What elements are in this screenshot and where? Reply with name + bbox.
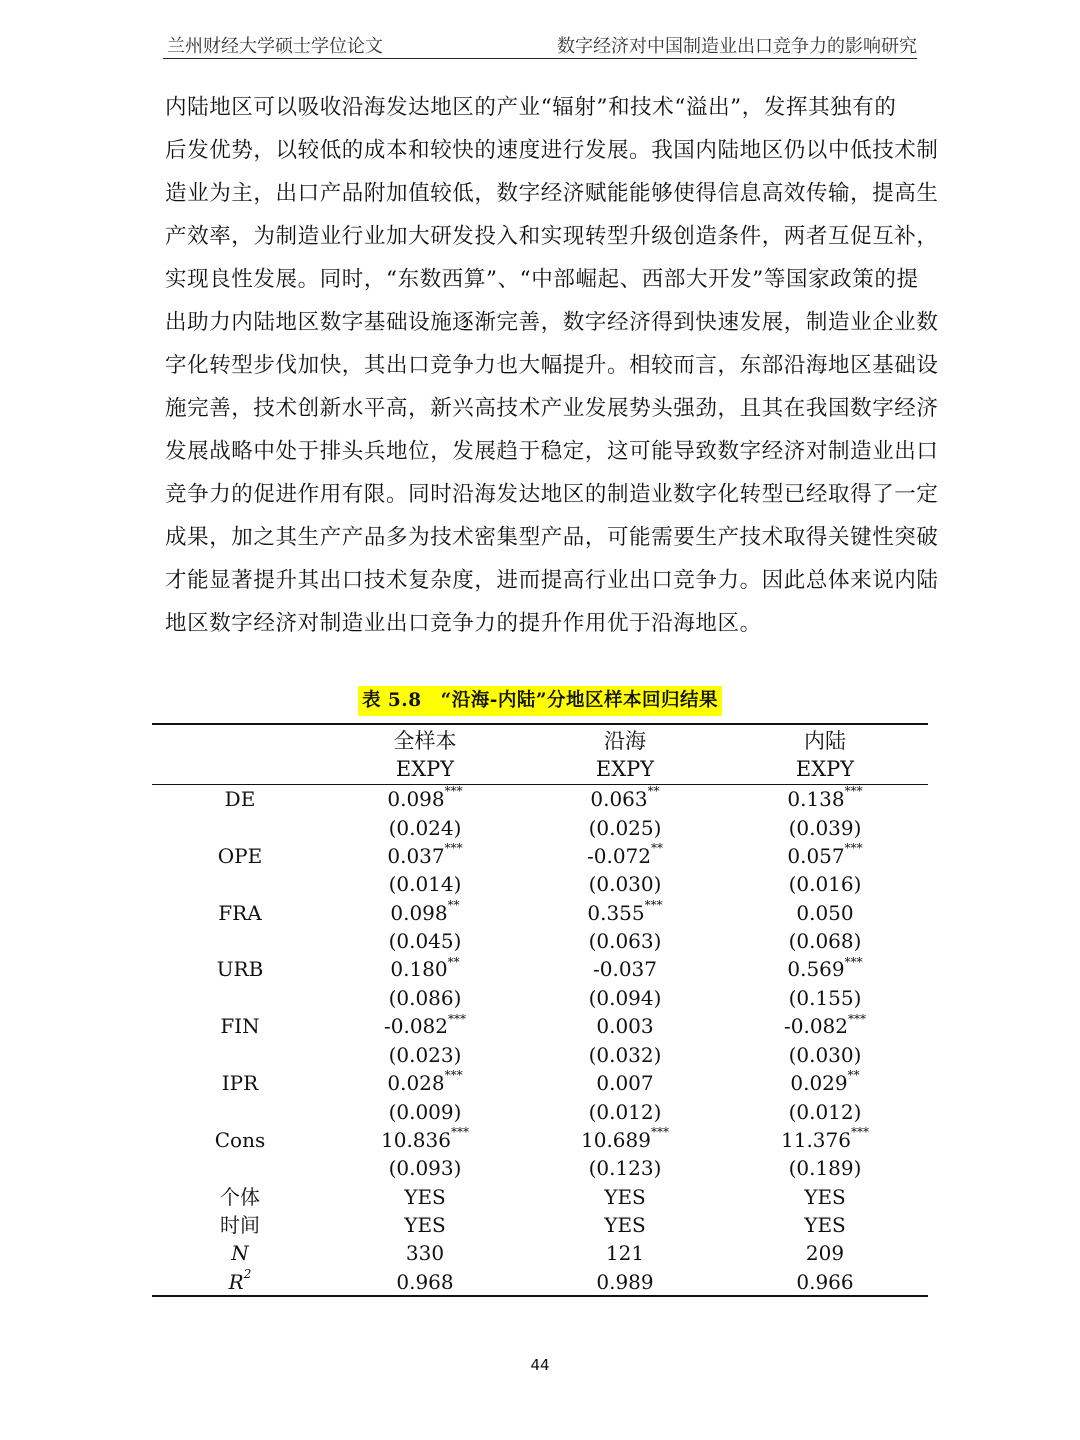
footer-value-text: 121 [605,1241,645,1266]
coefficient-text: -0.082 [383,1014,448,1039]
coefficient [545,1012,705,1040]
table-bottom-rule [152,1295,928,1297]
standard-error [745,1041,905,1069]
standard-error [545,984,705,1012]
row-label [180,1126,300,1154]
footer-value [345,1268,505,1296]
coefficient-text: 0.063 [590,787,648,811]
body-line: 施完善，技术创新水平高，新兴高技术产业发展势头强劲，且其在我国数字经济 [165,396,939,421]
standard-error [345,927,505,955]
row-label-text: FRA [218,900,262,925]
standard-error-text: (0.189) [788,1156,862,1181]
coefficient [345,842,505,870]
column-header [545,727,705,755]
footer-value-text: 330 [405,1241,445,1266]
row-label [180,955,300,983]
coefficient-text: -0.082 [783,1014,848,1039]
footer-value-text: YES [604,1184,646,1209]
coefficient-text: 0.028 [387,1071,445,1095]
coefficient-text: 0.037 [387,843,445,868]
standard-error-text: (0.012) [588,1099,662,1124]
coefficient-text: 0.098 [390,900,448,925]
row-label [180,1268,300,1296]
significance-stars: *** [844,841,863,856]
column-header-text: 全样本 [393,729,457,753]
footer-value-text: YES [604,1212,646,1237]
row-label-text: Cons [214,1127,266,1152]
coefficient [345,1012,505,1040]
header-thesis-label: 兰州财经大学硕士学位论文 [167,36,383,57]
row-label [180,1012,300,1040]
row-label-text: DE [224,787,256,811]
standard-error [745,1098,905,1126]
dependent-variable [745,755,905,783]
coefficient [345,955,505,983]
row-label [180,1239,300,1267]
column-header-text: 内陆 [804,729,846,753]
standard-error [545,1098,705,1126]
row-label-text: 个体 [220,1184,260,1209]
standard-error [745,870,905,898]
body-line: 成果，加之其生产产品多为技术密集型产品，可能需要生产技术取得关键性突破 [165,525,939,550]
significance-stars: *** [444,784,463,799]
body-line: 后发优势，以较低的成本和较快的速度进行发展。我国内陆地区仍以中低技术制 [165,138,939,163]
significance-stars: *** [844,954,863,969]
coefficient-text: 0.057 [787,843,845,868]
coefficient [745,785,905,813]
footer-value-text: YES [404,1212,446,1237]
body-line: 内陆地区可以吸收沿海发达地区的产业“辐射”和技术“溢出”，发挥其独有的 [165,95,897,120]
standard-error [745,927,905,955]
standard-error [545,870,705,898]
standard-error [545,1041,705,1069]
standard-error [345,1154,505,1182]
body-line: 发展战略中处于排头兵地位，发展趋于稳定，这可能导致数字经济对制造业出口 [165,439,939,464]
standard-error-text: (0.024) [388,815,462,840]
standard-error-text: (0.094) [588,985,662,1010]
standard-error-text: (0.025) [588,815,662,840]
standard-error-text: (0.123) [588,1156,662,1181]
standard-error [345,984,505,1012]
coefficient [745,1126,905,1154]
row-label-text: FIN [220,1014,260,1039]
row-label-text: IPR [221,1071,259,1095]
significance-stars: *** [848,1011,866,1026]
coefficient [545,842,705,870]
footer-value [345,1239,505,1267]
standard-error-text: (0.063) [588,929,662,954]
header-thesis-title: 数字经济对中国制造业出口竞争力的影响研究 [557,36,917,57]
standard-error-text: (0.030) [788,1042,862,1067]
coefficient-text: 0.569 [787,957,845,982]
coefficient [545,955,705,983]
coefficient [745,842,905,870]
body-paragraph [165,86,939,645]
body-line: 产效率，为制造业行业加大研发投入和实现转型升级创造条件，两者互促互补， [165,224,939,249]
footer-value-text: 209 [805,1241,845,1266]
coefficient [345,785,505,813]
footer-value [745,1183,905,1211]
coefficient [545,785,705,813]
coefficient-text: 10.689 [581,1127,651,1152]
body-line: 地区数字经济对制造业出口竞争力的提升作用优于沿海地区。 [165,611,762,636]
dependent-variable-text: EXPY [595,757,655,781]
standard-error-text: (0.086) [388,985,462,1010]
table-top-rule [152,723,928,725]
dependent-variable-text: EXPY [395,757,455,781]
standard-error-text: (0.032) [588,1042,662,1067]
standard-error [545,1154,705,1182]
standard-error-text: (0.030) [588,872,662,897]
coefficient [345,899,505,927]
standard-error [345,1041,505,1069]
standard-error-text: (0.155) [788,985,862,1010]
standard-error-text: (0.009) [388,1099,462,1124]
footer-value [545,1183,705,1211]
footer-value-text: YES [404,1184,446,1209]
coefficient [545,1126,705,1154]
coefficient [745,955,905,983]
significance-stars: *** [450,1125,469,1140]
table-caption: 表 5.8 “沿海-内陆”分地区样本回归结果 [358,686,722,716]
significance-stars: ** [447,897,460,912]
standard-error [745,984,905,1012]
standard-error [345,870,505,898]
significance-stars: *** [650,1125,669,1140]
dependent-variable-text: EXPY [795,757,855,781]
coefficient-text: 0.007 [596,1071,654,1095]
footer-value-text: 0.968 [396,1269,454,1294]
coefficient [345,1069,505,1097]
standard-error-text: (0.012) [788,1099,862,1124]
footer-value [545,1268,705,1296]
footer-value [345,1211,505,1239]
dependent-variable [345,755,505,783]
body-line: 出助力内陆地区数字基础设施逐渐完善，数字经济得到快速发展，制造业企业数 [165,310,939,335]
significance-stars: *** [644,897,663,912]
coefficient [545,1069,705,1097]
body-line: 实现良性发展。同时，“东数西算”、“中部崛起、西部大开发”等国家政策的提 [165,267,919,292]
body-line: 才能显著提升其出口技术复杂度，进而提高行业出口竞争力。因此总体来说内陆 [165,568,939,593]
significance-stars: *** [850,1125,869,1140]
standard-error [545,814,705,842]
coefficient-text: 0.050 [796,900,854,925]
standard-error [545,927,705,955]
standard-error [345,1098,505,1126]
coefficient [745,899,905,927]
footer-value [345,1183,505,1211]
standard-error-text: (0.039) [788,815,862,840]
coefficient-text: -0.072 [586,843,651,868]
footer-value-text: YES [804,1212,846,1237]
body-line: 造业为主，出口产品附加值较低，数字经济赋能能够使得信息高效传输，提高生 [165,181,939,206]
footer-value-text: 0.966 [796,1269,854,1294]
standard-error [345,814,505,842]
row-label [180,899,300,927]
row-label-text: OPE [217,843,263,868]
standard-error [745,814,905,842]
header-rule [163,58,917,59]
footer-value-text: 0.989 [596,1269,654,1294]
footer-value-text: YES [804,1184,846,1209]
row-label [180,1183,300,1211]
row-label-text: 时间 [220,1212,260,1237]
coefficient-text: 0.355 [587,900,645,925]
coefficient [745,1012,905,1040]
footer-value [745,1268,905,1296]
dependent-variable [545,755,705,783]
row-label-text: N [231,1241,249,1266]
coefficient-text: 0.098 [387,787,445,811]
body-line: 竞争力的促进作用有限。同时沿海发达地区的制造业数字化转型已经取得了一定 [165,482,939,507]
coefficient-text: 11.376 [781,1127,851,1152]
significance-stars: *** [844,784,863,799]
coefficient-text: -0.037 [592,957,657,982]
row-label [180,785,300,813]
standard-error-text: (0.093) [388,1156,462,1181]
row-label-text: R [228,1269,244,1294]
column-header-text: 沿海 [604,729,646,753]
page-number: 44 [530,1356,550,1374]
coefficient-text: 0.003 [596,1014,654,1039]
footer-value [545,1211,705,1239]
footer-value [745,1239,905,1267]
coefficient [545,899,705,927]
coefficient-text: 0.029 [790,1071,848,1095]
standard-error-text: (0.023) [388,1042,462,1067]
standard-error-text: (0.016) [788,872,862,897]
running-header [163,32,917,58]
column-header [345,727,505,755]
standard-error-text: (0.014) [388,872,462,897]
row-label-text: URB [216,957,264,982]
coefficient-text: 10.836 [381,1127,451,1152]
standard-error-text: (0.068) [788,929,862,954]
significance-stars: *** [448,1011,466,1026]
superscript: 2 [243,1266,252,1281]
footer-value [545,1239,705,1267]
row-label [180,1069,300,1097]
row-label [180,1211,300,1239]
column-header [745,727,905,755]
significance-stars: ** [647,784,660,799]
significance-stars: ** [847,1068,860,1083]
coefficient [745,1069,905,1097]
significance-stars: *** [444,1068,463,1083]
coefficient-text: 0.180 [390,957,448,982]
coefficient-text: 0.138 [787,787,845,811]
significance-stars: ** [651,841,663,856]
row-label [180,842,300,870]
coefficient [345,1126,505,1154]
standard-error-text: (0.045) [388,929,462,954]
significance-stars: ** [447,954,460,969]
table-caption-wrap [0,686,1080,716]
standard-error [745,1154,905,1182]
footer-value [745,1211,905,1239]
body-line: 字化转型步伐加快，其出口竞争力也大幅提升。相较而言，东部沿海地区基础设 [165,353,939,378]
significance-stars: *** [444,841,463,856]
